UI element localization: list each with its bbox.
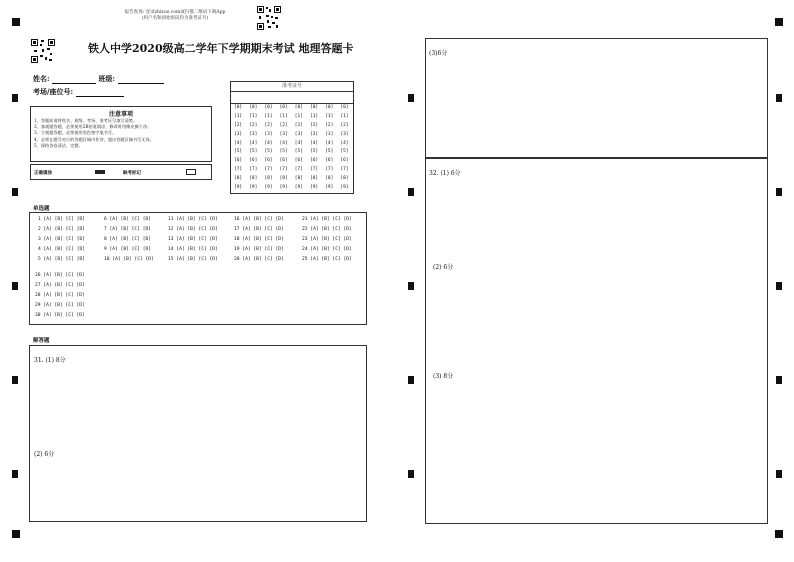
choice-question-3[interactable]: 3 [A] [B] [C] [D] xyxy=(38,237,86,242)
exam-id-digit-bubble[interactable]: [8] xyxy=(294,176,303,182)
timing-mark xyxy=(12,94,18,102)
notice-item: 1、答题前请将姓名、班级、考场、准考证号填写清楚。 xyxy=(34,118,138,123)
exam-id-box xyxy=(230,81,354,194)
exam-id-digit-bubble[interactable]: [4] xyxy=(264,140,273,146)
choice-question-9[interactable]: 9 [A] [B] [C] [D] xyxy=(104,247,152,252)
notice-item: 4、必须在题号对应的答题区域内作答，超出答题区域书写无效。 xyxy=(34,136,154,142)
qr-code-icon xyxy=(256,5,282,31)
choice-question-23[interactable]: 23 [A] [B] [C] [D] xyxy=(302,237,352,242)
q32-part2-label: (2) 6分 xyxy=(433,264,454,271)
choice-question-29[interactable]: 29 [A] [B] [C] [D] xyxy=(35,303,85,308)
timing-mark xyxy=(776,94,782,102)
exam-id-digit-bubble[interactable]: [4] xyxy=(279,140,288,146)
exam-id-digit-bubble[interactable]: [1] xyxy=(294,113,303,119)
exam-id-digit-bubble[interactable]: [9] xyxy=(340,185,349,191)
exam-id-digit-bubble[interactable]: [9] xyxy=(234,185,243,191)
choice-question-13[interactable]: 13 [A] [B] [C] [D] xyxy=(168,237,218,242)
exam-id-column xyxy=(325,104,335,193)
exam-id-digit-bubble[interactable]: [2] xyxy=(325,122,334,128)
exam-id-digit-bubble[interactable]: [1] xyxy=(325,113,334,119)
exam-id-digit-bubble[interactable]: [8] xyxy=(234,176,243,182)
exam-id-digit-bubble[interactable]: [0] xyxy=(325,105,334,110)
exam-id-digit-bubble[interactable]: [6] xyxy=(340,158,349,164)
seat-field[interactable] xyxy=(33,87,124,97)
exam-id-digit-bubble[interactable]: [9] xyxy=(264,185,273,191)
exam-id-digit-bubble[interactable]: [8] xyxy=(325,176,334,182)
exam-id-digit-bubble[interactable]: [6] xyxy=(249,158,258,164)
exam-id-digit-bubble[interactable]: [0] xyxy=(249,105,258,110)
choice-question-11[interactable]: 11 [A] [B] [C] [D] xyxy=(168,217,218,222)
exam-id-digit-bubble[interactable]: [9] xyxy=(310,185,319,191)
exam-id-digit-bubble[interactable]: [7] xyxy=(279,167,288,173)
exam-id-digit-bubble[interactable]: [7] xyxy=(249,167,258,173)
exam-id-digit-bubble[interactable]: [0] xyxy=(340,105,349,110)
choice-question-30[interactable]: 30 [A] [B] [C] [D] xyxy=(35,313,85,318)
qr-code-icon xyxy=(30,38,56,64)
exam-id-digit-bubble[interactable]: [3] xyxy=(325,131,334,137)
timing-mark xyxy=(776,470,782,478)
exam-id-digit-bubble[interactable]: [3] xyxy=(264,131,273,137)
name-label: 姓名: xyxy=(33,74,50,83)
exam-id-digit-bubble[interactable]: [6] xyxy=(234,158,243,164)
exam-id-digit-bubble[interactable]: [2] xyxy=(249,122,258,128)
exam-id-digit-bubble[interactable]: [3] xyxy=(249,131,258,137)
exam-id-digit-bubble[interactable]: [6] xyxy=(264,158,273,164)
exam-id-column xyxy=(264,104,274,193)
exam-id-digit-bubble[interactable]: [0] xyxy=(279,105,288,110)
timing-mark xyxy=(408,376,414,384)
exam-id-column xyxy=(295,104,305,193)
exam-id-digit-bubble[interactable]: [0] xyxy=(264,105,273,110)
exam-id-digit-bubble[interactable]: [8] xyxy=(279,176,288,182)
exam-id-digit-bubble[interactable]: [7] xyxy=(294,167,303,173)
notice-item: 5、保持答卷清洁、完整。 xyxy=(34,142,83,148)
exam-id-digit-bubble[interactable]: [2] xyxy=(340,122,349,128)
choice-question-8[interactable]: 8 [A] [B] [C] [D] xyxy=(104,237,152,242)
exam-id-digit-bubble[interactable]: [4] xyxy=(234,140,243,146)
exam-id-digit-bubble[interactable]: [7] xyxy=(310,167,319,173)
q31-part2-label: (2) 6分 xyxy=(34,451,55,458)
choice-question-22[interactable]: 22 [A] [B] [C] [D] xyxy=(302,227,352,232)
answer-box-q31-part3[interactable] xyxy=(425,38,768,158)
exam-id-digit-bubble[interactable]: [1] xyxy=(234,113,243,119)
exam-id-digit-bubble[interactable]: [2] xyxy=(310,122,319,128)
choice-section xyxy=(29,212,367,325)
missing-mark-checkbox[interactable] xyxy=(186,169,196,175)
choice-question-25[interactable]: 25 [A] [B] [C] [D] xyxy=(302,257,352,262)
exam-id-digit-bubble[interactable]: [7] xyxy=(325,167,334,173)
seat-label: 考场/座位号: xyxy=(33,87,74,96)
exam-id-digit-bubble[interactable]: [8] xyxy=(249,176,258,182)
report-line-2: (用户名和初始密码均为准考证号) xyxy=(141,16,209,21)
choice-question-1[interactable]: 1 [A] [B] [C] [D] xyxy=(38,217,86,222)
answer-section-label: 解答题 xyxy=(33,338,50,344)
choice-question-14[interactable]: 14 [A] [B] [C] [D] xyxy=(168,247,218,252)
exam-id-digit-bubble[interactable]: [4] xyxy=(310,140,319,146)
exam-id-digit-bubble[interactable]: [5] xyxy=(325,149,334,155)
report-notice xyxy=(100,10,250,22)
timing-mark xyxy=(776,188,782,196)
exam-id-digit-bubble[interactable]: [9] xyxy=(294,185,303,191)
exam-id-column xyxy=(340,104,350,193)
exam-id-digit-bubble[interactable]: [9] xyxy=(279,185,288,191)
exam-id-digit-bubble[interactable]: [4] xyxy=(340,140,349,146)
exam-id-digit-bubble[interactable]: [5] xyxy=(340,149,349,155)
exam-id-digit-bubble[interactable]: [6] xyxy=(325,158,334,164)
exam-id-digit-bubble[interactable]: [9] xyxy=(325,185,334,191)
exam-id-column xyxy=(249,104,259,193)
choice-question-18[interactable]: 18 [A] [B] [C] [D] xyxy=(234,237,284,242)
exam-id-digit-bubble[interactable]: [5] xyxy=(249,149,258,155)
answer-box-q31[interactable] xyxy=(29,345,367,522)
choice-question-19[interactable]: 19 [A] [B] [C] [D] xyxy=(234,247,284,252)
exam-id-digit-bubble[interactable]: [0] xyxy=(294,105,303,110)
choice-question-28[interactable]: 28 [A] [B] [C] [D] xyxy=(35,293,85,298)
exam-id-digit-bubble[interactable]: [7] xyxy=(264,167,273,173)
exam-id-digit-bubble[interactable]: [5] xyxy=(264,149,273,155)
choice-question-24[interactable]: 24 [A] [B] [C] [D] xyxy=(302,247,352,252)
exam-id-digit-bubble[interactable]: [8] xyxy=(264,176,273,182)
exam-id-column xyxy=(310,104,320,193)
exam-id-digit-bubble[interactable]: [7] xyxy=(340,167,349,173)
choice-question-5[interactable]: 5 [A] [B] [C] [D] xyxy=(38,257,86,262)
exam-id-digit-bubble[interactable]: [5] xyxy=(310,149,319,155)
timing-mark xyxy=(12,470,18,478)
exam-id-digit-bubble[interactable]: [1] xyxy=(340,113,349,119)
exam-id-digit-bubble[interactable]: [3] xyxy=(234,131,243,137)
choice-question-2[interactable]: 2 [A] [B] [C] [D] xyxy=(38,227,86,232)
seat-line[interactable] xyxy=(76,90,124,97)
timing-mark xyxy=(408,94,414,102)
choice-question-6[interactable]: 6 [A] [B] [C] [D] xyxy=(104,217,152,222)
missing-mark-label: 缺考标记 xyxy=(123,171,141,176)
choice-question-26[interactable]: 26 [A] [B] [C] [D] xyxy=(35,273,85,278)
exam-id-digit-bubble[interactable]: [9] xyxy=(249,185,258,191)
exam-id-digit-bubble[interactable]: [8] xyxy=(340,176,349,182)
choice-question-4[interactable]: 4 [A] [B] [C] [D] xyxy=(38,247,86,252)
exam-id-digit-bubble[interactable]: [3] xyxy=(279,131,288,137)
class-line[interactable] xyxy=(118,77,164,84)
exam-id-digit-bubble[interactable]: [2] xyxy=(264,122,273,128)
exam-id-digit-bubble[interactable]: [6] xyxy=(294,158,303,164)
q32-part1-label: 32. (1) 6分 xyxy=(429,170,461,177)
choice-question-17[interactable]: 17 [A] [B] [C] [D] xyxy=(234,227,284,232)
timing-mark xyxy=(12,376,18,384)
exam-id-digit-bubble[interactable]: [3] xyxy=(294,131,303,137)
fill-example-box xyxy=(30,164,212,180)
exam-id-digit-bubble[interactable]: [4] xyxy=(294,140,303,146)
answer-box-q32[interactable] xyxy=(425,158,768,524)
corner-mark-top-left xyxy=(12,18,20,26)
timing-mark xyxy=(408,282,414,290)
exam-id-digit-bubble[interactable]: [2] xyxy=(294,122,303,128)
choice-question-21[interactable]: 21 [A] [B] [C] [D] xyxy=(302,217,352,222)
notice-item: 2、客观题答题，必须使用2B铅笔填涂，修改时用橡皮擦干净。 xyxy=(34,124,152,130)
q32-part3-label: (3) 8分 xyxy=(433,373,454,380)
exam-id-digit-bubble[interactable]: [5] xyxy=(294,149,303,155)
q31-part3-label: (3)6分 xyxy=(429,50,448,57)
report-line-1: 报告查询: 登录zhixue.com或扫描二维码下载App xyxy=(124,10,226,15)
exam-id-digit-bubble[interactable]: [1] xyxy=(279,113,288,119)
exam-id-digit-bubble[interactable]: [4] xyxy=(249,140,258,146)
timing-mark xyxy=(408,188,414,196)
corner-mark-bottom-left xyxy=(12,530,20,538)
exam-id-title: 准考证号 xyxy=(231,82,353,92)
choice-question-27[interactable]: 27 [A] [B] [C] [D] xyxy=(35,283,85,288)
choice-section-label: 单选题 xyxy=(33,206,50,212)
exam-id-digit-bubble[interactable]: [1] xyxy=(249,113,258,119)
exam-id-digit-bubble[interactable]: [3] xyxy=(310,131,319,137)
corner-mark-bottom-right xyxy=(775,530,783,538)
q31-part1-label: 31. (1) 8分 xyxy=(34,357,66,364)
exam-id-column xyxy=(280,104,290,193)
name-line[interactable] xyxy=(52,77,96,84)
exam-id-digit-bubble[interactable]: [4] xyxy=(325,140,334,146)
exam-id-digit-bubble[interactable]: [6] xyxy=(310,158,319,164)
exam-id-digit-bubble[interactable]: [8] xyxy=(310,176,319,182)
class-label: 班级: xyxy=(98,74,116,83)
exam-id-digit-bubble[interactable]: [2] xyxy=(234,122,243,128)
timing-mark xyxy=(776,376,782,384)
exam-id-digit-bubble[interactable]: [5] xyxy=(234,149,243,155)
exam-id-digit-bubble[interactable]: [1] xyxy=(264,113,273,119)
notice-title: 注意事项 xyxy=(108,111,133,118)
name-field[interactable] xyxy=(33,74,164,84)
choice-question-15[interactable]: 15 [A] [B] [C] [D] xyxy=(168,257,218,262)
choice-question-20[interactable]: 20 [A] [B] [C] [D] xyxy=(234,257,284,262)
exam-id-digit-bubble[interactable]: [5] xyxy=(279,149,288,155)
notice-box xyxy=(30,106,212,162)
exam-id-digit-bubble[interactable]: [3] xyxy=(340,131,349,137)
correct-fill-sample xyxy=(95,170,105,174)
exam-id-digit-bubble[interactable]: [6] xyxy=(279,158,288,164)
corner-mark-top-right xyxy=(775,18,783,26)
timing-mark xyxy=(12,188,18,196)
choice-question-16[interactable]: 16 [A] [B] [C] [D] xyxy=(234,217,284,222)
page-title: 铁人中学2020级高二学年下学期期末考试 地理答题卡 xyxy=(88,42,354,55)
choice-question-7[interactable]: 7 [A] [B] [C] [D] xyxy=(104,227,152,232)
timing-mark xyxy=(776,282,782,290)
exam-id-digit-bubble[interactable]: [7] xyxy=(234,167,243,173)
choice-question-10[interactable]: 10 [A] [B] [C] [D] xyxy=(104,257,154,262)
exam-id-digit-bubble[interactable]: [0] xyxy=(234,105,243,110)
exam-id-digit-bubble[interactable]: [0] xyxy=(310,105,319,110)
timing-mark xyxy=(408,470,414,478)
choice-question-12[interactable]: 12 [A] [B] [C] [D] xyxy=(168,227,218,232)
exam-id-write-row[interactable] xyxy=(231,92,353,104)
notice-item: 3、主观题答题，必须使用黑色签字笔书写。 xyxy=(34,130,117,136)
exam-id-digit-bubble[interactable]: [2] xyxy=(279,122,288,128)
timing-mark xyxy=(12,282,18,290)
exam-id-column xyxy=(234,104,244,193)
correct-fill-label: 正确填涂 xyxy=(34,171,52,176)
exam-id-digit-bubble[interactable]: [1] xyxy=(310,113,319,119)
